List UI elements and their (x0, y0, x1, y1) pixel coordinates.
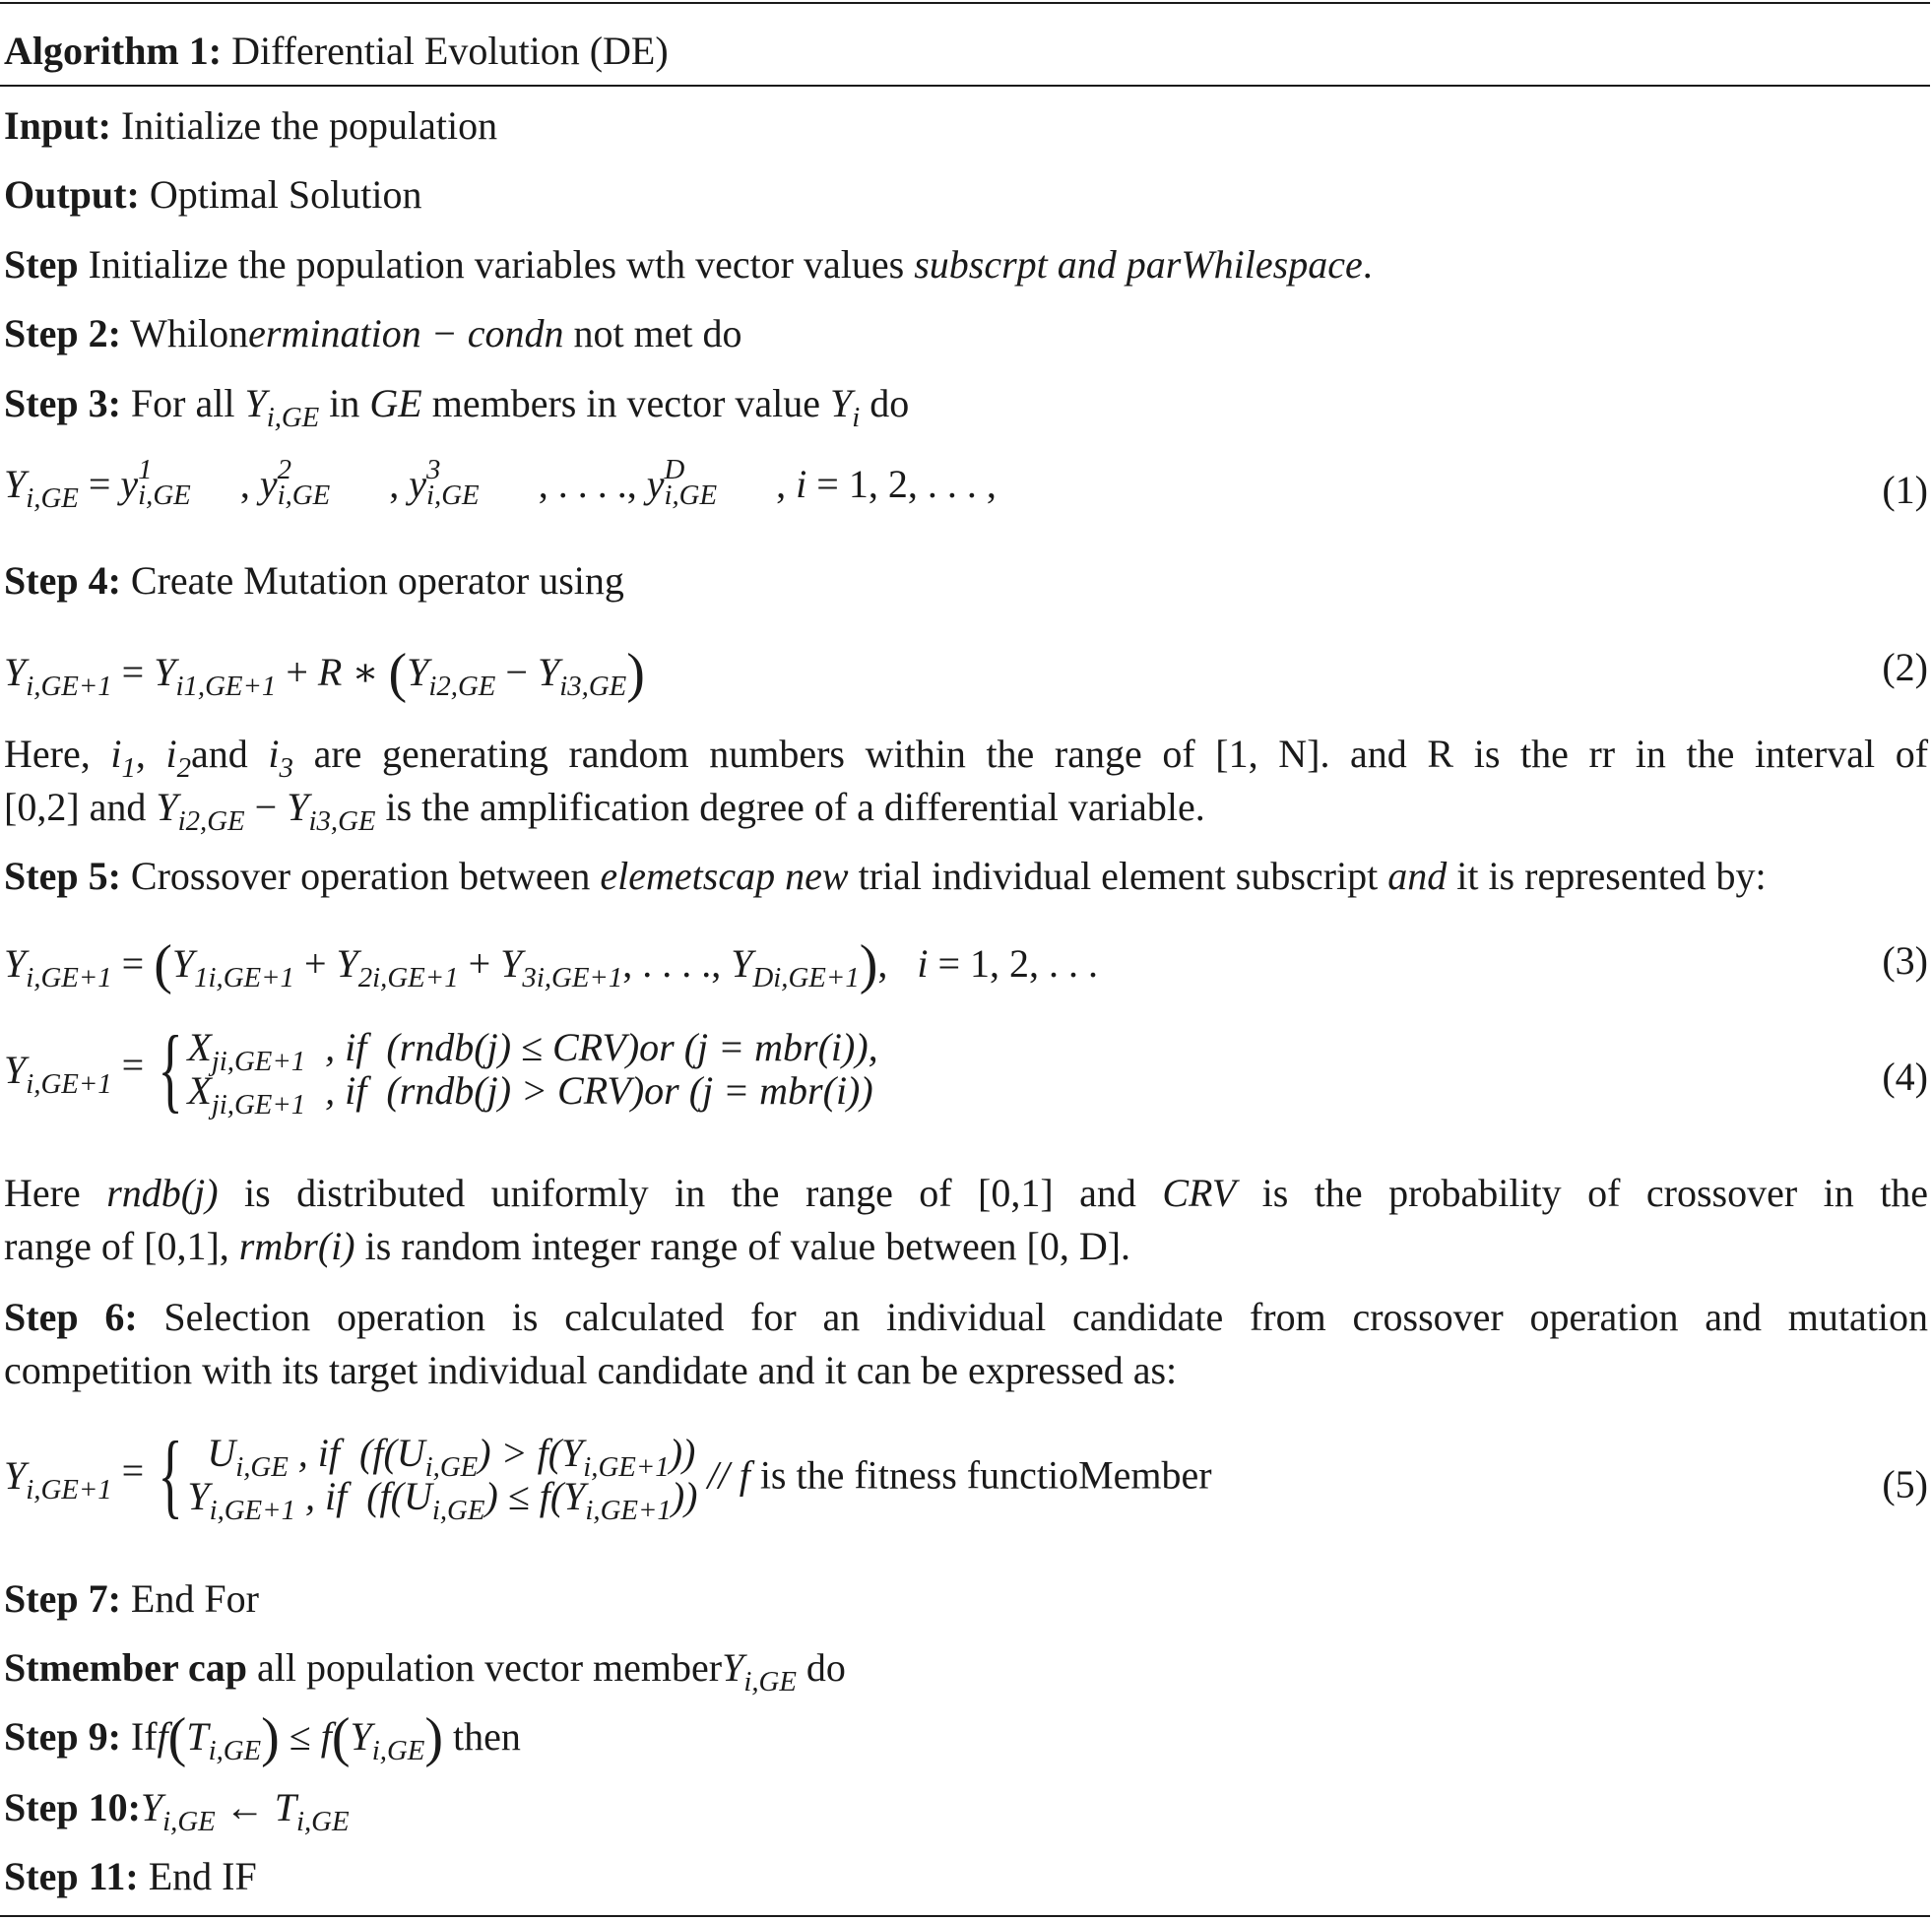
step8-post: do (805, 1645, 846, 1690)
step5-italic2: and (1387, 854, 1448, 898)
output-label: Output: (4, 172, 140, 217)
here1-d: [0,2] and (4, 785, 147, 829)
here2-c: is the probability of crossover in the (1261, 1171, 1929, 1215)
step5-mid: trial individual element subscript (858, 854, 1379, 898)
equation-4-number: (4) (1882, 1055, 1928, 1099)
here1-line1: Here, $i_1$, $i_2and$ $i_3$ are generating random numbers within the range of [1, N]. and R is the rr in the interval of (4, 732, 1929, 785)
step11-text: End IF (148, 1854, 257, 1898)
step9-line: Step 9: $Iff(T_{i,GE}) \le f(Y_{i,GE})$ then (4, 1707, 521, 1768)
step5-italic1: elemetscap new (600, 854, 849, 898)
input-line (4, 102, 1928, 150)
step8-label: Stmember cap (4, 1645, 247, 1690)
here2-e: is random integer range of value between [0, D]. (364, 1224, 1131, 1268)
step3-label: Step 3: (4, 381, 121, 425)
step4-text: Create Mutation operator using (130, 558, 624, 603)
step8-line: Stmember cap all population vector memberY$_{i,GE}$ do (4, 1645, 846, 1698)
step5-post: it is represented by: (1456, 854, 1767, 898)
step8-pre: all population vector member (257, 1645, 723, 1690)
step6-line1-text: Selection operation is calculated for an individual candidate from crossover operation and mutation (163, 1295, 1929, 1339)
step3-line (4, 380, 1928, 434)
step4-label: Step 4: (4, 558, 121, 603)
step1-line (4, 241, 1928, 288)
step7-line (4, 1575, 1928, 1623)
step9-pre: If (130, 1714, 158, 1759)
step6-line2-text: competition with its target individual candidate and it can be expressed as: (4, 1348, 1178, 1392)
equation-5-comment: is the fitness functioMember (759, 1452, 1212, 1498)
here1-line2: [0,2] and $Y_{i2,GE} - Y_{i3,GE}$ is the amplification degree of a differential variable. (4, 785, 1205, 838)
step6-line2 (4, 1347, 1928, 1394)
step11-line (4, 1853, 1928, 1900)
here2-line1: Here rndb(j) is distributed uniformly in the range of [0,1] and CRV is the probability of crossover in the (4, 1171, 1929, 1215)
here2-line2: range of [0,1], rmbr(i) is random integer range of value between [0, D]. (4, 1224, 1131, 1268)
step3-math-yi: $Y_i$ (830, 381, 861, 434)
step2-pre: Whilon (130, 311, 249, 355)
algorithm-header (4, 28, 1928, 75)
step3-math-y: $Y_{i,GE}$ (244, 381, 320, 434)
step1-end: . (1362, 242, 1373, 287)
here1-a: Here, (4, 732, 91, 776)
step7-label: Step 7: (4, 1576, 121, 1621)
step3-mid: in (329, 381, 360, 425)
equation-5-number: (5) (1882, 1462, 1928, 1506)
step3-mid2: members in vector value (431, 381, 821, 425)
here1-e: is the amplification degree of a differential variable. (385, 785, 1205, 829)
equation-2: $Y_{i,GE+1} = Y_{i1,GE+1} + R$ ∗ $(Y_{i2,GE} - Y_{i3,GE})$ (4, 643, 645, 704)
equation-2-number: (2) (1882, 645, 1928, 689)
step2-post: not met do (573, 311, 742, 355)
header-rule (0, 85, 1930, 87)
top-rule (0, 2, 1930, 4)
step10-line: Step $10:Y_{i,GE}$ ← $T_{i,GE}$ (4, 1785, 350, 1838)
step1-italic: subscrpt and parWhilespace (914, 242, 1363, 287)
algorithm-title: Differential Evolution (DE) (231, 29, 669, 73)
step9-post: then (453, 1714, 521, 1759)
equation-3: $Y_{i,GE+1} = (Y_{1i,GE+1} + Y_{2i,GE+1} + Y_{3i,GE+1}$, . . . ., $Y_{Di,GE+1}$), i = 1, 2, . . . (4, 934, 1099, 995)
step1-label: Step (4, 242, 79, 287)
output-text: Optimal Solution (149, 172, 422, 217)
step10-label: Step 10: (4, 1785, 141, 1829)
step2-line (4, 310, 1928, 357)
step11-label: Step 11: (4, 1854, 139, 1898)
here2-d: range of [0,1], (4, 1224, 229, 1268)
here2-a: Here (4, 1171, 81, 1215)
here1-c: are generating random numbers within the range of [1, N]. and R is the rr in the interval of (313, 732, 1929, 776)
step2-label: Step 2: (4, 311, 121, 355)
step5-label: Step 5: (4, 854, 121, 898)
input-text: Initialize the population (120, 103, 498, 148)
step5-pre: Crossover operation between (130, 854, 591, 898)
step9-label: Step 9: (4, 1714, 121, 1759)
step3-post: do (869, 381, 910, 425)
step4-line (4, 557, 1928, 605)
step3-pre: For all (130, 381, 235, 425)
equation-1-number: (1) (1882, 468, 1928, 512)
here1-b: and (191, 732, 248, 776)
output-line (4, 171, 1928, 219)
here2-b: is distributed uniformly in the range of [0,1] and (243, 1171, 1136, 1215)
step3-math-ge: GE (369, 381, 422, 425)
bottom-rule (0, 1915, 1930, 1917)
algorithm-label: Algorithm 1: (4, 29, 223, 73)
equation-4: $Y_{i,GE+1}$ = { $X_{ji,GE+1}$ , if (rndb(j) ≤ CRV)or (j = mbr(i)), $X_{ji,GE+1}$ , if (rndb(j) > CRV)or (j = mbr(i)) (4, 1016, 878, 1121)
step6-line1 (4, 1294, 1928, 1341)
step6-label: Step 6: (4, 1295, 138, 1339)
equation-1: $Y_{i,GE} = y$ 1 i,GE , y 2 i,GE , y 3 i,GE , . . . ., y D i,GE , i = 1, 2, . . . , (4, 453, 997, 515)
equation-5: $Y_{i,GE+1}$ = { $U_{i,GE}$ , if $(f(U_{i,GE}) > f(Y_{i,GE+1}))$ $Y_{i,GE+1}$ , if $(f(U_{i,GE}) \le f(Y_{i,GE+1})) // f$ is the fitness functioMember (4, 1422, 1212, 1527)
step1-text: Initialize the population variables wth vector values (88, 242, 905, 287)
step2-italic: ermination − condn (248, 311, 564, 355)
step7-text: End For (130, 1576, 259, 1621)
step5-line (4, 853, 1928, 900)
equation-3-number: (3) (1882, 938, 1928, 983)
input-label: Input: (4, 103, 111, 148)
